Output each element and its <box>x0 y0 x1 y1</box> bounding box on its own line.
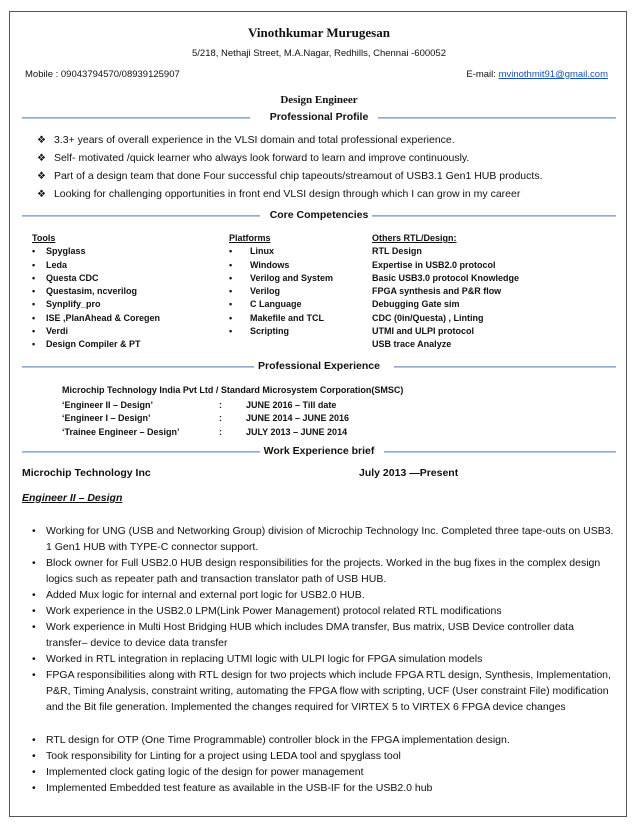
list-item: • Implemented clock gating logic of the design for power management <box>46 764 618 780</box>
role-title: ‘Trainee Engineer – Design’ <box>62 427 180 437</box>
list-item: CDC (0in/Questa) , Linting <box>372 312 484 323</box>
list-item: • Verilog and System <box>229 272 333 285</box>
section-title: Core Competencies <box>266 209 373 221</box>
list-item: Debugging Gate sim <box>372 299 460 310</box>
list-item: • Work experience in Multi Host Bridging HUB which includes DMA transfer, Bus matrix, USB Device controller data transfer– device to device data transfer <box>46 619 618 651</box>
tools-heading: Tools <box>32 233 56 243</box>
work-period: July 2013 —Present <box>359 467 459 479</box>
others-column <box>372 232 519 352</box>
email-link[interactable]: mvinothmit91@gmail.com <box>498 69 608 80</box>
platforms-heading: Platforms <box>229 233 271 243</box>
list-item: • ISE ,PlanAhead & Coregen <box>32 312 160 325</box>
list-item: • Verdi <box>32 325 160 338</box>
email-label: E-mail: <box>466 69 499 80</box>
mobile-number: Mobile : 09043794570/08939125907 <box>25 69 180 80</box>
list-item: • Work experience in the USB2.0 LPM(Link Power Management) protocol related RTL modifications <box>46 603 618 619</box>
list-item: • Took responsibility for Linting for a project using LEDA tool and spyglass tool <box>46 748 618 764</box>
role-title: ‘Engineer II – Design’ <box>62 400 154 410</box>
list-item: • RTL design for OTP (One Time Programmable) controller block in the FPGA implementation design. <box>46 732 618 748</box>
list-item: Basic USB3.0 protocol Knowledge <box>372 272 520 283</box>
section-title: Professional Profile <box>266 111 373 123</box>
list-item: ❖ Looking for challenging opportunities in front end VLSI design through which I can grow in my career <box>37 188 520 200</box>
list-item: USB trace Analyze <box>372 339 452 350</box>
list-item: • Windows <box>229 259 333 272</box>
list-item-continued: • Scripting <box>229 325 333 338</box>
list-item: Expertise in USB2.0 protocol <box>372 259 496 270</box>
role-dates: JULY 2013 – JUNE 2014 <box>246 427 348 437</box>
list-item: ❖ Part of a design team that done Four successful chip tapeouts/streamout of USB3.1 Gen1 HUB products. <box>37 170 542 182</box>
section-title: Work Experience brief <box>260 445 379 457</box>
section-title: Professional Experience <box>254 360 384 372</box>
list-item: • Questasim, ncverilog <box>32 285 160 298</box>
job-title: Design Engineer <box>280 94 358 106</box>
tools-column <box>32 232 160 352</box>
section-professional-profile <box>22 111 616 125</box>
list-item: • Synplify_pro <box>32 298 160 311</box>
list-item: UTMI and ULPI protocol <box>372 326 474 337</box>
list-item: • Spyglass <box>32 245 160 258</box>
list-item: • FPGA responsibilities along with RTL design for two projects which include FPGA RTL design, Synthesis, Implementation, P&R, Timing Analysis, constraint writing, automating the FPGA flow with scripting, UCF (User constraint File) modification and the Bit file generation. Implemented the changes required for VIRTEX 5 to VIRTEX 6 FPGA device changes <box>46 667 618 716</box>
list-item: RTL Design <box>372 246 422 257</box>
list-item: • Linux <box>229 245 333 258</box>
platforms-column <box>229 232 333 338</box>
list-item-continued: • Verilog <box>229 285 333 298</box>
list-item: • Working for UNG (USB and Networking Group) division of Microchip Technology Inc. Completed three tape-outs on USB3. 1 Gen1 HUB with TYPE-C connector support. <box>46 523 618 555</box>
role-separator: : <box>219 400 222 410</box>
role-separator: : <box>219 427 222 437</box>
role-title: ‘Engineer I – Design’ <box>62 413 151 423</box>
section-work-experience <box>22 445 616 459</box>
section-professional-experience <box>22 360 616 374</box>
list-item: • Makefile and TCL <box>229 312 333 325</box>
list-item: ❖ Self- motivated /quick learner who always look forward to learn and improve continuously. <box>37 152 469 164</box>
list-item: • Implemented Embedded test feature as available in the USB-IF for the USB2.0 hub <box>46 780 618 796</box>
email-line <box>466 69 608 80</box>
list-item: • Leda <box>32 259 160 272</box>
experience-company: Microchip Technology India Pvt Ltd / Standard Microsystem Corporation(SMSC) <box>62 385 404 395</box>
list-item: • C Language <box>229 298 333 311</box>
role-dates: JUNE 2016 – Till date <box>246 400 337 410</box>
work-company: Microchip Technology Inc <box>22 467 151 479</box>
list-item: • Questa CDC <box>32 272 160 285</box>
address: 5/218, Nethaji Street, M.A.Nagar, Redhills, Chennai -600052 <box>191 48 446 59</box>
work-role: Engineer II – Design <box>22 492 123 504</box>
list-item: • Design Compiler & PT <box>32 338 160 351</box>
list-item: • Block owner for Full USB2.0 HUB design responsibilities for the projects. Worked in the bug fixes in the complex design logics such as repeater path and transaction translator path of USB HUB. <box>46 555 618 587</box>
list-item: FPGA synthesis and P&R flow <box>372 286 502 297</box>
list-item: ❖ 3.3+ years of overall experience in the VLSI domain and total professional experience. <box>37 134 455 146</box>
role-separator: : <box>219 413 222 423</box>
role-dates: JUNE 2014 – JUNE 2016 <box>246 413 350 423</box>
others-heading: Others RTL/Design: <box>372 233 457 243</box>
list-item: • Worked in RTL integration in replacing UTMI logic with ULPI logic for FPGA simulation models <box>46 651 618 667</box>
section-core-competencies <box>22 209 616 223</box>
candidate-name: Vinothkumar Murugesan <box>248 25 390 40</box>
list-item: • Added Mux logic for internal and external port logic for USB2.0 HUB. <box>46 587 618 603</box>
